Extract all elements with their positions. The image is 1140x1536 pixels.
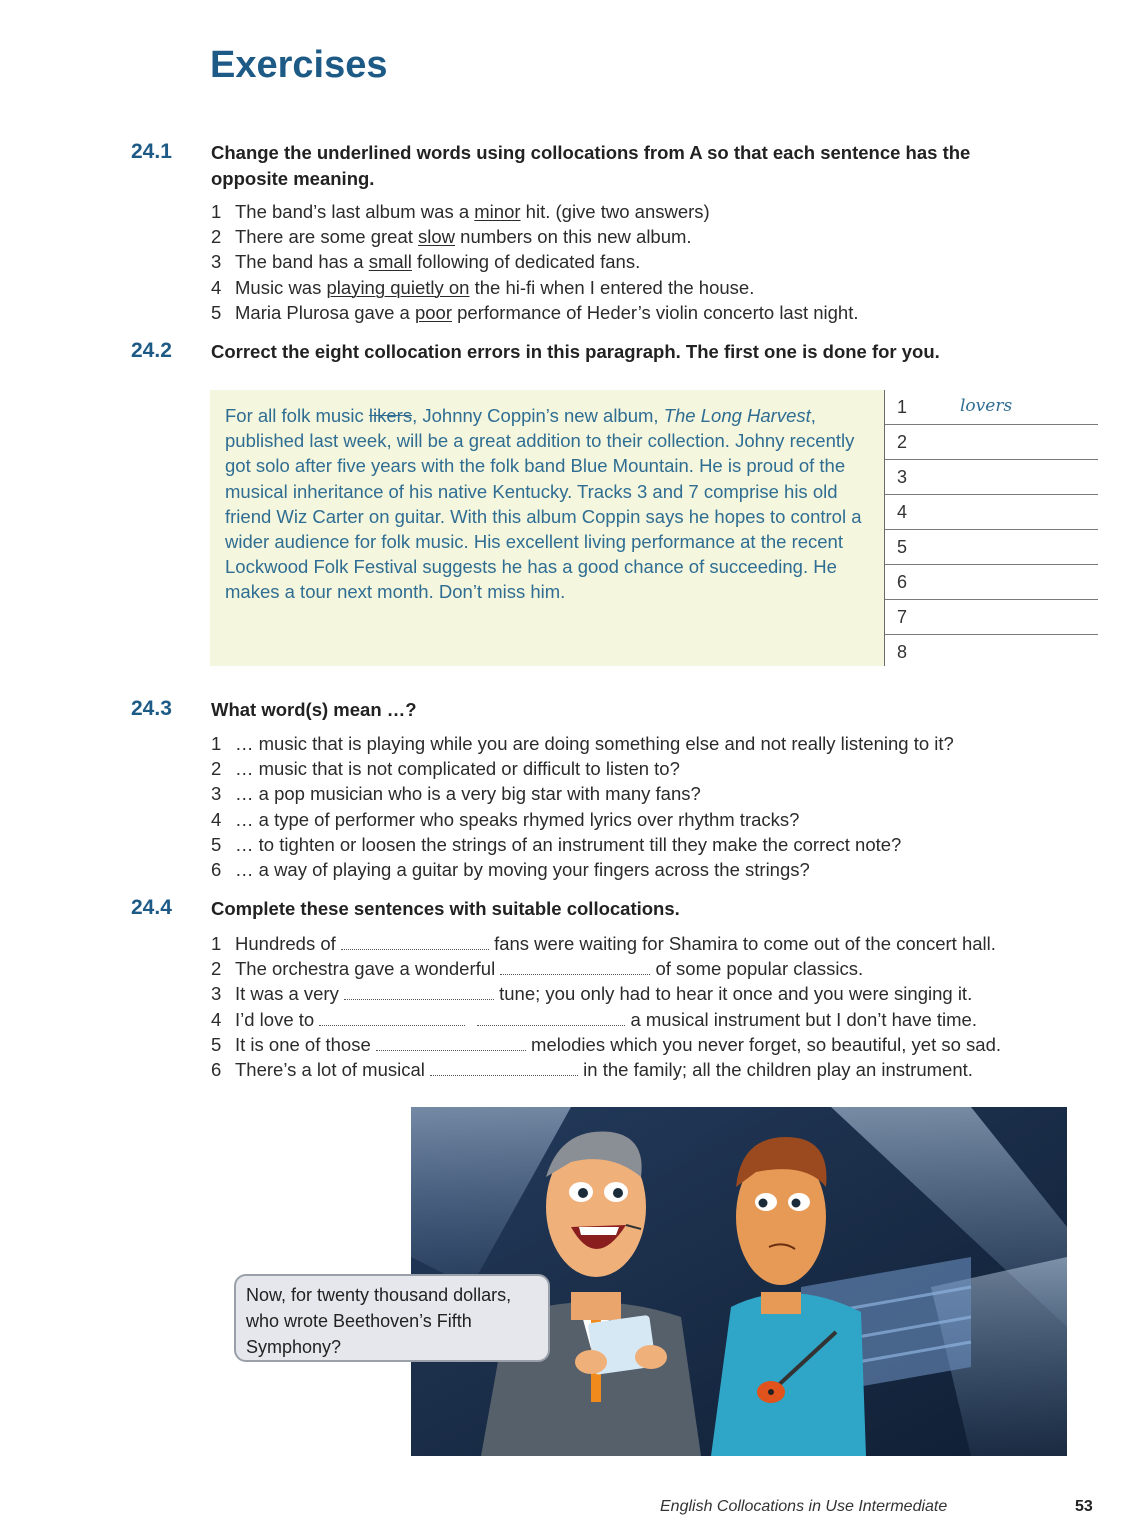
exercise-item	[211, 781, 954, 806]
exercise-number: 24.1	[131, 140, 172, 163]
exercise-item	[211, 224, 859, 249]
answer-row[interactable]	[885, 390, 1098, 425]
item-number: 2	[211, 226, 222, 248]
item-number: 2	[211, 958, 222, 980]
exercise-item	[211, 731, 954, 756]
item-text: … a pop musician who is a very big star with many fans?	[235, 783, 701, 805]
exercise-item	[211, 981, 1001, 1006]
underlined-word: small	[368, 251, 412, 273]
item-text: It is one of those	[235, 1033, 376, 1055]
item-number: 5	[211, 1033, 222, 1055]
item-number: 1	[211, 933, 222, 954]
exercise-item	[211, 249, 859, 274]
item-text: a musical instrument but I don’t have time.	[625, 1008, 977, 1030]
item-text: It was a very	[235, 983, 344, 1005]
item-text: There’s a lot of musical	[235, 1059, 431, 1081]
exercise-number: 24.3	[131, 697, 172, 720]
passage-segment: For all folk music	[225, 405, 369, 426]
passage-text	[225, 403, 875, 605]
item-number: 3	[211, 783, 222, 805]
answer-blank[interactable]	[500, 960, 650, 975]
item-number: 4	[211, 276, 222, 298]
exercise-item	[211, 275, 859, 300]
item-text: the hi-fi when I entered the house.	[469, 276, 755, 298]
answer-number: 6	[897, 572, 908, 592]
item-number: 6	[211, 859, 222, 881]
answer-blank[interactable]	[344, 985, 494, 1000]
exercise-item	[211, 756, 954, 781]
exercise-item	[211, 1007, 1001, 1032]
exercise-item	[211, 931, 1001, 956]
answer-blank[interactable]	[477, 1011, 625, 1026]
page-number: 53	[1075, 1498, 1093, 1515]
underlined-word: slow	[418, 226, 456, 248]
exercise-number: 24.2	[131, 339, 172, 362]
answer-number: 8	[897, 642, 908, 662]
answer-row[interactable]	[885, 460, 1098, 495]
item-text: … music that is playing while you are doing something else and not really listening to it?	[235, 733, 954, 754]
exercise-instruction: Change the underlined words using collocations from A so that each sentence has the opposite meaning.	[211, 142, 971, 189]
footer-book-title: English Collocations in Use Intermediate	[660, 1498, 948, 1515]
item-text: numbers on this new album.	[455, 226, 692, 248]
item-text: … to tighten or loosen the strings of an instrument till they make the correct note?	[235, 833, 902, 855]
passage-segment: , Johnny Coppin’s new album,	[412, 405, 664, 426]
item-text: fans were waiting for Shamira to come out of the concert hall.	[488, 933, 996, 954]
speech-bubble: Now, for twenty thousand dollars, who wrote Beethoven’s Fifth Symphony?	[234, 1274, 550, 1362]
underlined-word: poor	[414, 301, 452, 323]
item-text: … a way of playing a guitar by moving your fingers across the strings?	[235, 859, 810, 881]
item-text: There are some great	[235, 226, 419, 248]
exercise-item	[211, 857, 954, 882]
answer-row[interactable]	[885, 600, 1098, 635]
answer-number: 4	[897, 502, 908, 522]
answer-number: 1	[897, 397, 908, 417]
item-number: 1	[211, 201, 222, 222]
answer-blank[interactable]	[341, 935, 489, 950]
exercise-item-list	[211, 931, 1001, 1082]
underlined-word: minor	[474, 201, 521, 222]
answer-table	[884, 390, 1098, 666]
item-text: performance of Heder’s violin concerto last night.	[451, 301, 859, 323]
item-text: tune; you only had to hear it once and you were singing it.	[493, 983, 973, 1005]
answer-number: 7	[897, 607, 908, 627]
item-text: Maria Plurosa gave a	[235, 301, 415, 323]
exercise-item	[211, 956, 1001, 981]
item-text: … music that is not complicated or difficult to listen to?	[235, 758, 680, 780]
page-title: Exercises	[210, 44, 388, 86]
answer-text: lovers	[960, 396, 1013, 416]
item-text: The band has a	[235, 251, 369, 273]
item-text: of some popular classics.	[650, 958, 864, 980]
answer-row[interactable]	[885, 565, 1098, 600]
item-number: 4	[211, 1008, 222, 1030]
answer-blank[interactable]	[319, 1011, 465, 1026]
passage-segment: , published last week, will be a great addition to their collection. Johny recently got solo after five years with the folk band Blue Mountain. He is proud of the musical inheritance of his native Kentucky. Tracks 3 and 7 comprise his old friend Wiz Carter on guitar. With this album Coppin says he hopes to control a wider audience for folk music. His excellent living performance at the recent Lockwood Folk Festival suggests he has a good chance of succeeding. He makes a tour next month. Don’t miss him.	[225, 405, 862, 603]
exercise-number: 24.4	[131, 896, 172, 919]
item-number: 5	[211, 833, 222, 855]
item-text: The orchestra gave a wonderful	[235, 958, 501, 980]
answer-number: 3	[897, 467, 908, 487]
answer-number: 2	[897, 432, 908, 452]
item-text: The band’s last album was a	[235, 201, 475, 222]
item-number: 2	[211, 758, 222, 780]
item-number: 1	[211, 733, 222, 754]
exercise-item-list	[211, 199, 859, 325]
underlined-word: playing quietly on	[326, 276, 470, 298]
item-text: following of dedicated fans.	[411, 251, 641, 273]
answer-blank[interactable]	[376, 1036, 526, 1051]
answer-row[interactable]	[885, 530, 1098, 565]
item-number: 4	[211, 808, 222, 830]
item-text: … a type of performer who speaks rhymed lyrics over rhythm tracks?	[235, 808, 800, 830]
exercise-instruction: What word(s) mean …?	[211, 699, 417, 720]
answer-row[interactable]	[885, 425, 1098, 460]
exercise-item	[211, 1032, 1001, 1057]
item-number: 3	[211, 983, 222, 1005]
item-number: 5	[211, 301, 222, 323]
item-text: hit. (give two answers)	[520, 201, 710, 222]
item-number: 6	[211, 1059, 222, 1081]
exercise-instruction: Correct the eight collocation errors in this paragraph. The first one is done for you.	[211, 341, 940, 362]
exercise-item	[211, 300, 859, 325]
exercise-item	[211, 807, 954, 832]
answer-number: 5	[897, 537, 908, 557]
item-number: 3	[211, 251, 222, 273]
item-text: melodies which you never forget, so beautiful, yet so sad.	[525, 1033, 1001, 1055]
album-title: The Long Harvest	[663, 405, 811, 426]
item-text: Music was	[235, 276, 327, 298]
answer-blank[interactable]	[430, 1061, 578, 1076]
exercise-item	[211, 832, 954, 857]
exercise-item-list	[211, 731, 954, 882]
item-text: I’d love to	[235, 1008, 320, 1030]
answer-row[interactable]	[885, 495, 1098, 530]
exercise-item	[211, 1057, 1001, 1082]
item-text: in the family; all the children play an instrument.	[578, 1059, 973, 1081]
exercise-item	[211, 199, 859, 224]
exercise-instruction: Complete these sentences with suitable collocations.	[211, 898, 680, 919]
answer-row[interactable]	[885, 635, 1098, 669]
struck-word: likers	[368, 405, 413, 426]
item-text: Hundreds of	[235, 933, 341, 954]
